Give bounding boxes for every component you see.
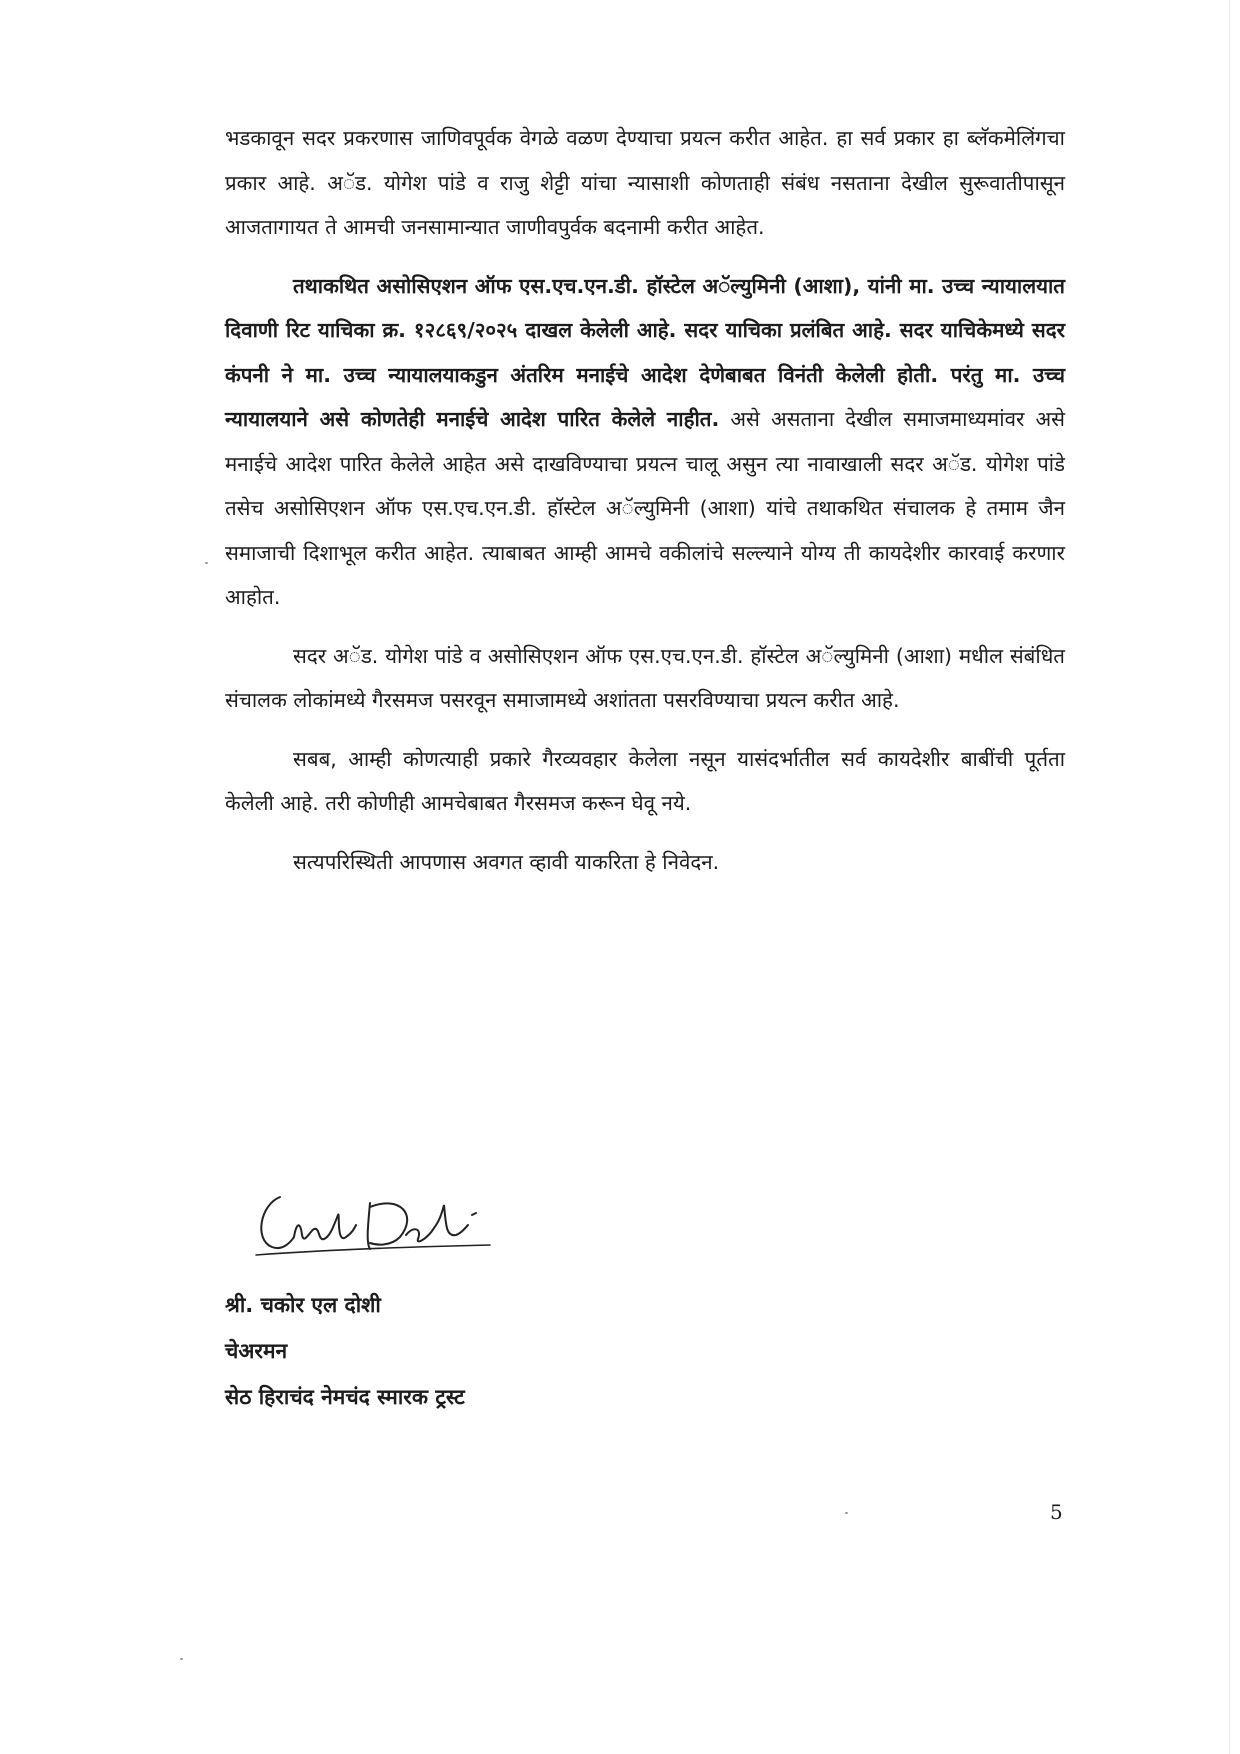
letter-body xyxy=(225,116,1065,898)
signatory-name: श्री. चकोर एल दोशी xyxy=(225,1293,381,1317)
scan-speck xyxy=(205,562,208,564)
signatory-title: चेअरमन xyxy=(225,1339,288,1363)
paragraph-1: भडकावून सदर प्रकरणास जाणिवपूर्वक वेगळे वळण देण्याचा प्रयत्न करीत आहेत. हा सर्व प्रकार हा ब्लॅकमेलिंगचा प्रकार आहे. अॅड. योगेश पांडे व राजु शेट्टी यांचा न्यासाशी कोणताही संबंध नसताना देखील सुरूवातीपासून आजतागायत ते आमची जनसामान्यात जाणीवपुर्वक बदनामी करीत आहेत. xyxy=(225,126,1065,239)
scan-speck xyxy=(845,1512,848,1514)
paragraph-3: सदर अॅड. योगेश पांडे व असोसिएशन ऑफ एस.एच.एन.डी. हॉस्टेल अॅल्युमिनी (आशा) मधील संबंधित संचालक लोकांमध्ये गैरसमज पसरवून समाजामध्ये अशांतता पसरविण्याचा प्रयत्न करीत आहे. xyxy=(225,643,1065,712)
handwritten-signature xyxy=(250,1185,500,1265)
paragraph-4: सबब, आम्ही कोणत्याही प्रकारे गैरव्यवहार केलेला नसून यासंदर्भातील सर्व कायदेशीर बाबींची पूर्तता केलेली आहे. तरी कोणीही आमचेबाबत गैरसमज करून घेवू नये. xyxy=(225,746,1065,815)
scan-speck xyxy=(180,1658,183,1660)
page-edge xyxy=(1229,0,1230,1754)
signatory-organization: सेठ हिराचंद नेमचंद स्मारक ट्रस्ट xyxy=(225,1385,465,1409)
paragraph-2-bold-text: तथाकथित असोसिएशन ऑफ एस.एच.एन.डी. हॉस्टेल अॅल्युमिनी (आशा), यांनी मा. उच्च न्यायालयात दिवाणी रिट याचिका क्र. १२८६९/२०२५ दाखल केलेली आहे. सदर याचिका प्रलंबित आहे. सदर याचिकेमध्ये सदर कंपनी ने मा. उच्च न्यायालयाकडुन अंतरिम मनाईचे आदेश देणेबाबत विनंती केलेली होती. परंतु मा. उच्च न्यायालयाने असे कोणतेही मनाईचे आदेश पारित केलेले नाहीत. xyxy=(225,273,1065,431)
page-number: 5 xyxy=(1050,1500,1063,1524)
paragraph-5: सत्यपरिस्थिती आपणास अवगत व्हावी याकरिता हे निवेदन. xyxy=(293,849,720,874)
paragraph-2-text: असे असताना देखील समाजमाध्यमांवर असे मनाईचे आदेश पारित केलेले आहेत असे दाखविण्याचा प्रयत्न चालू असुन त्या नावाखाली सदर अॅड. योगेश पांडे तसेच असोसिएशन ऑफ एस.एच.एन.डी. हॉस्टेल अॅल्युमिनी (आशा) यांचे तथाकथित संचालक हे तमाम जैन समाजाची दिशाभूल करीत आहेत. त्याबाबत आम्ही आमचे वकीलांचे सल्ल्याने योग्य ती कायदेशीर कारवाई करणार आहोत. xyxy=(225,407,1065,609)
paragraph-2 xyxy=(225,264,1065,620)
signatory-block xyxy=(225,1282,725,1420)
